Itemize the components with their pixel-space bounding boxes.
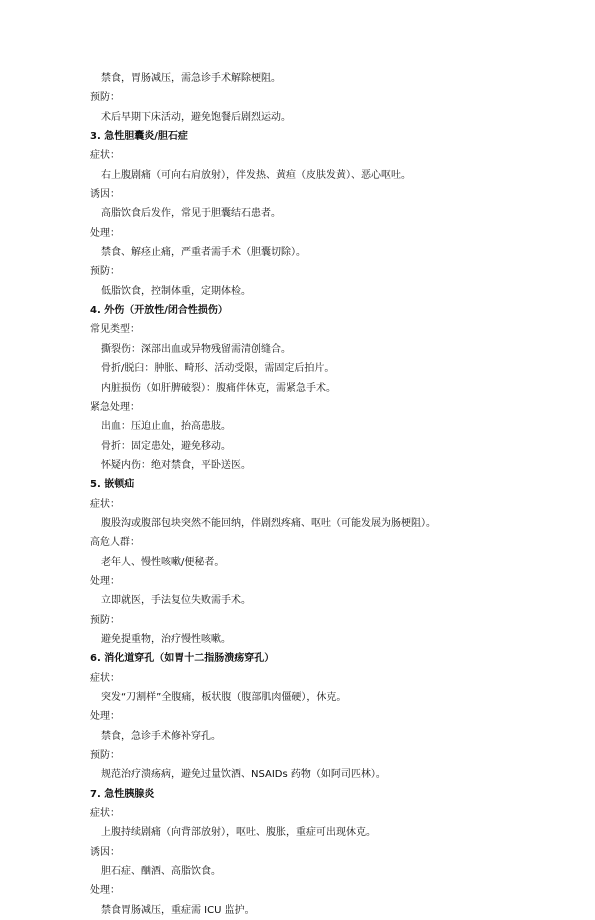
body-text: 胆石症、酗酒、高脂饮食。 (101, 866, 221, 878)
field-label: 处理： (90, 227, 120, 239)
field-label: 预防： (90, 92, 120, 104)
body-text: 腹股沟或腹部包块突然不能回纳，伴剧烈疼痛、呕吐（可能发展为肠梗阻）。 (101, 517, 436, 529)
body-text: 骨折：固定患处，避免移动。 (101, 440, 231, 452)
field-label: 常见类型： (90, 324, 140, 336)
field-label: 症状： (90, 150, 120, 162)
section-heading: 6. 消化道穿孔（如胃十二指肠溃疡穿孔） (90, 653, 275, 665)
field-label: 诱因： (90, 846, 120, 858)
body-text: 突发“刀割样”全腹痛，板状腹（腹部肌肉僵硬），休克。 (101, 692, 347, 703)
body-text: 术后早期下床活动，避免饱餐后剧烈运动。 (101, 111, 291, 123)
body-text: 立即就医，手法复位失败需手术。 (101, 595, 251, 607)
body-text: 低脂饮食，控制体重，定期体检。 (101, 285, 251, 297)
section-heading: 3. 急性胆囊炎/胆石症 (90, 131, 188, 143)
section-heading: 5. 嵌顿疝 (90, 479, 135, 491)
body-text: 禁食，急诊手术修补穿孔。 (101, 730, 221, 742)
body-text: 避免提重物，治疗慢性咳嗽。 (101, 633, 231, 645)
field-label: 症状： (90, 808, 120, 820)
body-text: 右上腹剧痛（可向右肩放射），伴发热、黄疸（皮肤发黄）、恶心呕吐。 (101, 169, 411, 181)
field-label: 预防： (90, 750, 120, 762)
body-text: 高脂饮食后发作，常见于胆囊结石患者。 (101, 208, 281, 220)
body-text: 规范治疗溃疡病，避免过量饮酒、NSAIDs 药物（如阿司匹林）。 (101, 769, 386, 781)
body-text: 骨折/脱臼：肿胀、畸形、活动受限，需固定后拍片。 (101, 363, 335, 375)
field-label: 处理： (90, 575, 120, 587)
section-heading: 7. 急性胰腺炎 (90, 788, 155, 800)
body-text: 出血：压迫止血，抬高患肢。 (101, 421, 231, 433)
body-text: 怀疑内伤：绝对禁食，平卧送医。 (101, 459, 251, 471)
body-text: 内脏损伤（如肝脾破裂）：腹痛伴休克，需紧急手术。 (101, 382, 336, 394)
field-label: 预防： (90, 614, 120, 626)
field-label: 处理： (90, 711, 120, 723)
field-label: 高危人群： (90, 537, 140, 549)
field-label: 诱因： (90, 189, 120, 201)
field-label: 症状： (90, 672, 120, 684)
body-text: 禁食、解痉止痛，严重者需手术（胆囊切除）。 (101, 247, 306, 259)
body-text: 禁食，胃肠减压，需急诊手术解除梗阻。 (101, 73, 281, 84)
field-label: 紧急处理： (90, 401, 140, 413)
field-label: 预防： (90, 266, 120, 278)
body-text: 老年人、慢性咳嗽/便秘者。 (101, 556, 225, 568)
field-label: 处理： (90, 885, 120, 897)
document-page (0, 69, 595, 920)
body-text: 禁食胃肠减压，重症需 ICU 监护。 (101, 904, 255, 916)
body-text: 撕裂伤：深部出血或异物残留需清创缝合。 (101, 343, 291, 355)
section-heading: 4. 外伤（开放性/闭合性损伤） (90, 305, 228, 317)
field-label: 症状： (90, 498, 120, 510)
body-text: 上腹持续剧痛（向背部放射），呕吐、腹胀，重症可出现休克。 (101, 827, 376, 839)
